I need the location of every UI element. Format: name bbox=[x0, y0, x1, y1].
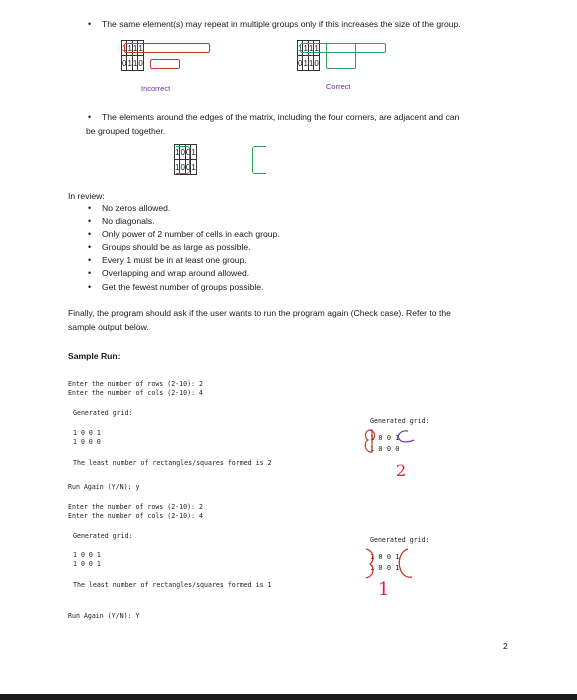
bullet-dot: • bbox=[88, 19, 92, 29]
side1-grid-row: 1 0 0 0 bbox=[370, 445, 400, 453]
cell: 1 bbox=[314, 41, 319, 56]
run1-cols-prompt: Enter the number of cols (2-10): 4 bbox=[68, 389, 203, 397]
rule-edges-continued: be grouped together. bbox=[86, 126, 166, 136]
bullet-dot: • bbox=[88, 112, 92, 122]
side2-grid-row: 1 0 0 1 bbox=[370, 553, 400, 561]
handwritten-answer-1: 2 bbox=[396, 461, 407, 480]
cell: 1 bbox=[308, 41, 313, 56]
finally-line-2: sample output below. bbox=[68, 322, 149, 332]
cell: 1 bbox=[175, 145, 180, 160]
run1-again: Run Again (Y/N): y bbox=[68, 483, 140, 491]
cell: 1 bbox=[127, 41, 132, 56]
cell: 0 bbox=[314, 56, 319, 71]
run2-result: The least number of rectangles/squares formed is 1 bbox=[73, 581, 272, 589]
bullet-dot: • bbox=[88, 242, 92, 252]
handdrawn-groups bbox=[362, 546, 422, 580]
group-outline bbox=[150, 59, 180, 69]
bullet-dot: • bbox=[88, 216, 92, 226]
handdrawn-groups bbox=[362, 428, 422, 458]
run2-cols-prompt: Enter the number of cols (2-10): 4 bbox=[68, 512, 203, 520]
side1-grid-label: Generated grid: bbox=[370, 417, 430, 425]
cell: 1 bbox=[175, 160, 180, 175]
cell: 0 bbox=[298, 56, 303, 71]
run1-grid-row: 1 0 0 1 bbox=[73, 429, 101, 437]
cell: 1 bbox=[191, 160, 196, 175]
viewer-bottom-bar bbox=[0, 694, 577, 700]
cell: 0 bbox=[185, 160, 190, 175]
group-outline bbox=[252, 146, 266, 174]
cell: 1 bbox=[303, 56, 308, 71]
group-outline bbox=[124, 43, 210, 53]
run2-again: Run Again (Y/N): Y bbox=[68, 612, 140, 620]
cell: 1 bbox=[298, 41, 303, 56]
group-outline bbox=[326, 43, 356, 69]
finally-line-1: Finally, the program should ask if the user wants to run the program again (Check case). Refer to the bbox=[68, 308, 451, 318]
caption-incorrect: Incorrect bbox=[141, 84, 171, 93]
review-item: Get the fewest number of groups possible. bbox=[102, 282, 264, 292]
cell: 1 bbox=[132, 56, 137, 71]
review-item: Only power of 2 number of cells in each group. bbox=[102, 229, 280, 239]
side2-grid-row: 1 0 0 1 bbox=[370, 564, 400, 572]
cell: 0 bbox=[122, 56, 127, 71]
review-item: Groups should be as large as possible. bbox=[102, 242, 251, 252]
run1-rows-prompt: Enter the number of rows (2-10): 2 bbox=[68, 380, 203, 388]
sample-run-heading: Sample Run: bbox=[68, 351, 121, 361]
run2-grid-row: 1 0 0 1 bbox=[73, 560, 101, 568]
run1-grid-row: 1 0 0 0 bbox=[73, 438, 101, 446]
rule-repeat-text: The same element(s) may repeat in multiple groups only if this increases the size of the group. bbox=[102, 19, 461, 29]
handwritten-answer-2: 1 bbox=[378, 579, 390, 600]
cell: 0 bbox=[138, 56, 143, 71]
run2-rows-prompt: Enter the number of rows (2-10): 2 bbox=[68, 503, 203, 511]
cell: 1 bbox=[308, 56, 313, 71]
page-number: 2 bbox=[503, 641, 508, 651]
cell: 1 bbox=[191, 145, 196, 160]
side1-grid-row: 1 0 0 1 bbox=[370, 434, 400, 442]
run1-result: The least number of rectangles/squares formed is 2 bbox=[73, 459, 272, 467]
review-heading: In review: bbox=[68, 191, 105, 201]
review-item: No zeros allowed. bbox=[102, 203, 171, 213]
run2-grid-label: Generated grid: bbox=[73, 532, 133, 540]
rule-edges-text: The elements around the edges of the matrix, including the four corners, are adjacent and can bbox=[102, 112, 460, 122]
group-outline bbox=[176, 146, 190, 174]
cell: 0 bbox=[185, 145, 190, 160]
review-item: Every 1 must be in at least one group. bbox=[102, 255, 247, 265]
cell: 0 bbox=[180, 160, 185, 175]
bullet-dot: • bbox=[88, 255, 92, 265]
review-item: No diagonals. bbox=[102, 216, 155, 226]
cell: 1 bbox=[138, 41, 143, 56]
bullet-dot: • bbox=[88, 268, 92, 278]
review-item: Overlapping and wrap around allowed. bbox=[102, 268, 250, 278]
run2-grid-row: 1 0 0 1 bbox=[73, 551, 101, 559]
caption-correct: Correct bbox=[326, 82, 351, 91]
cell: 1 bbox=[303, 41, 308, 56]
bullet-dot: • bbox=[88, 203, 92, 213]
side2-grid-label: Generated grid: bbox=[370, 536, 430, 544]
cell: 0 bbox=[180, 145, 185, 160]
bullet-dot: • bbox=[88, 282, 92, 292]
run1-grid-label: Generated grid: bbox=[73, 409, 133, 417]
cell: 1 bbox=[132, 41, 137, 56]
cell: 1 bbox=[122, 41, 127, 56]
bullet-dot: • bbox=[88, 229, 92, 239]
cell: 1 bbox=[127, 56, 132, 71]
